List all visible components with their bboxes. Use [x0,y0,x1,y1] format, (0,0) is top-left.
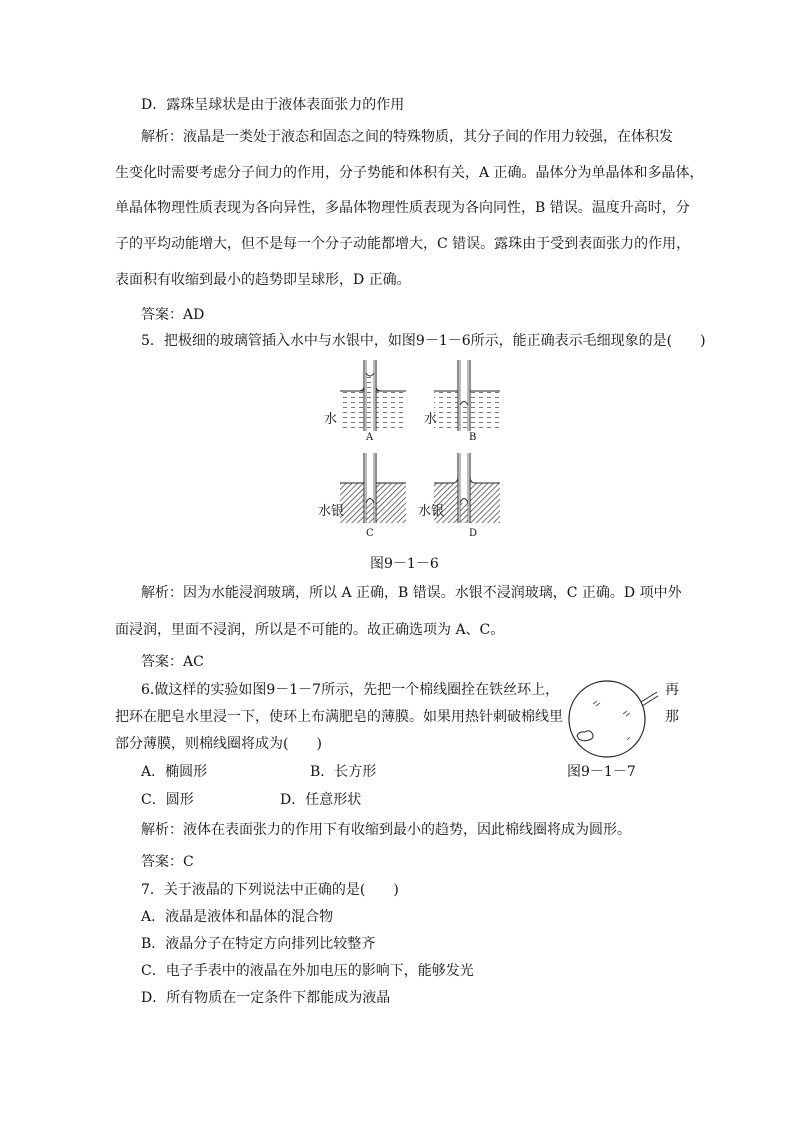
q6-stem-line-3: 部分薄膜，则棉线圈将成为( ) [115,736,322,752]
cotton-loop [577,731,593,741]
q5-analysis-line-2: 面浸润，里面不浸润，所以是不可能的。故正确选项为 A、C。 [115,622,505,638]
label-water-a: 水 [324,412,338,427]
q4-analysis-line-4: 子的平均动能增大，但不是每一个分子动能都增大，C 错误。露珠由于受到表面张力的作用， [115,236,691,252]
q6-option-d: D．任意形状 [280,792,362,808]
figure-a-water-rise [340,360,406,431]
q4-analysis-line-2: 生变化时需要考虑分子间力的作用，分子势能和体积有关，A 正确。晶体分为单晶体和多晶体， [115,165,704,181]
q6-option-a: A．椭圆形 [141,764,208,780]
q4-answer: 答案：AD [141,307,205,323]
label-a: A [366,432,374,443]
label-water-b: 水 [424,412,438,427]
q5-stem: 5．把极细的玻璃管插入水中与水银中，如图9－1－6所示，能正确表示毛细现象的是( ) [141,333,706,349]
q6-stem-tail-1: 再 [665,682,679,698]
label-mercury-d: 水银 [418,504,445,519]
q6-stem-line-2: 把环在肥皂水里浸一下，使环上布满肥皂的薄膜。如果用热针刺破棉线里 [115,709,563,725]
wire-ring [569,681,645,757]
q6-option-b: B．长方形 [310,764,377,780]
q6-analysis: 解析：液体在表面张力的作用下有收缩到最小的趋势，因此棉线圈将成为圆形。 [141,822,631,838]
q5-analysis-line-1: 解析：因为水能浸润玻璃，所以 A 正确，B 错误。水银不浸润玻璃，C 正确。D 项中外 [141,585,682,601]
q7-stem: 7．关于液晶的下列说法中正确的是( ) [141,882,399,898]
q6-stem-tail-2: 那 [665,709,679,725]
label-mercury-c: 水银 [318,504,345,519]
wire-ring-figure [565,674,665,764]
q5-answer: 答案：AC [141,654,204,670]
q7-option-b: B．液晶分子在特定方向排列比较整齐 [141,936,376,952]
q7-option-a: A．液晶是液体和晶体的混合物 [141,909,334,925]
q6-answer: 答案：C [141,854,194,870]
label-c: C [366,528,374,539]
q4-analysis-line-1: 解析：液晶是一类处于液态和固态之间的特殊物质，其分子间的作用力较强，在体积发 [141,129,673,145]
q4-analysis-line-3: 单晶体物理性质表现为各向异性，多晶体物理性质表现为各向同性，B 错误。温度升高时，分 [115,200,690,216]
q7-option-d: D．所有物质在一定条件下都能成为液晶 [141,990,391,1006]
q6-stem-line-1: 6.做这样的实验如图9－1－7所示，先把一个棉线圈拴在铁丝环上， [141,682,560,698]
q6-option-c: C．圆形 [141,792,194,808]
q4-option-d: D．露珠呈球状是由于液体表面张力的作用 [141,97,405,113]
figure-c-mercury-drop [340,453,406,523]
figure-9-1-6-caption: 图9－1－6 [370,556,439,572]
soap-film-marks [593,701,630,740]
q7-option-c: C．电子手表中的液晶在外加电压的影响下，能够发光 [141,963,474,979]
label-b: B [469,432,477,443]
q4-analysis-line-5: 表面积有收缩到最小的趋势即呈球形，D 正确。 [115,272,411,288]
figure-9-1-7-caption: 图9－1－7 [567,764,636,780]
figure-b-water-drop [434,360,500,431]
label-d: D [469,528,478,539]
wire-handle [641,692,658,706]
